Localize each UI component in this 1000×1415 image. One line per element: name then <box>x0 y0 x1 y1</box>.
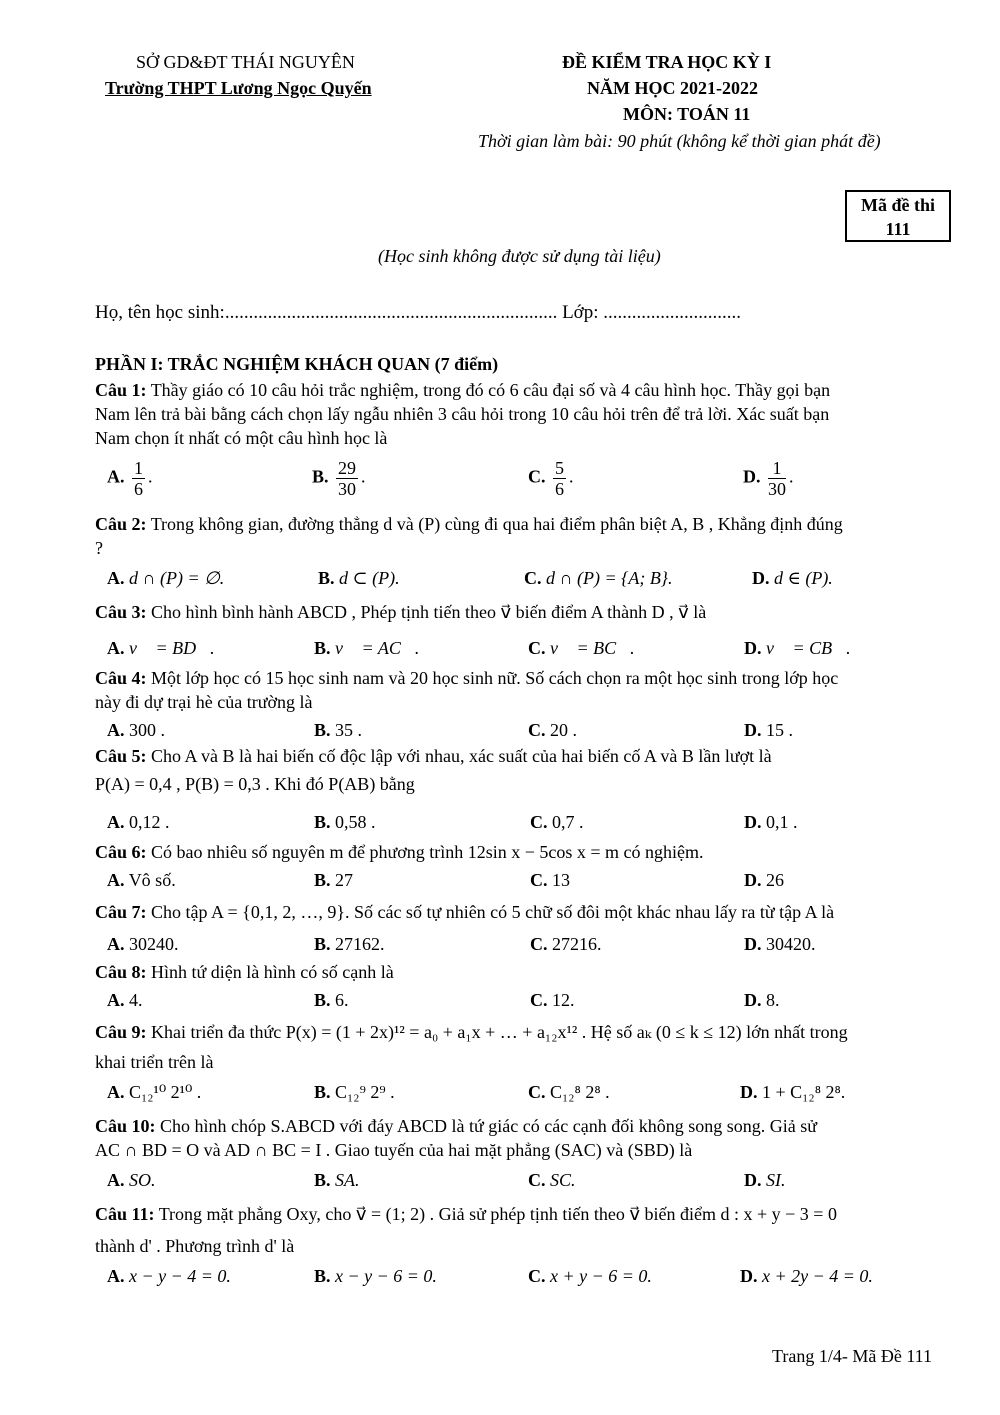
option-label: A. <box>107 638 125 658</box>
option-text: 1 + C₁₂⁸ 2⁸. <box>762 1082 846 1102</box>
question-2 <box>95 512 955 536</box>
option-text: 27162. <box>335 934 385 954</box>
option-label: B. <box>314 1170 331 1190</box>
question-label: Câu 5: <box>95 746 147 766</box>
option-a <box>107 1264 231 1288</box>
option-label: C. <box>528 1266 546 1286</box>
option-d <box>744 718 793 742</box>
option-d <box>744 932 816 956</box>
question-label: Câu 4: <box>95 668 147 688</box>
option-b <box>314 868 353 892</box>
option-label: B. <box>314 1082 331 1102</box>
option-b <box>314 932 385 956</box>
option-d <box>744 636 851 660</box>
option-label: D. <box>744 1170 762 1190</box>
option-label: D. <box>740 1266 758 1286</box>
question-label: Câu 1: <box>95 380 147 400</box>
option-text: 0,12 . <box>129 812 170 832</box>
student-info-line: Họ, tên học sinh:...................................................................... Lớp: ............................. <box>95 302 741 323</box>
option-b <box>318 566 400 590</box>
question-text: Có bao nhiêu số nguyên m để phương trình 12sin x − 5cos x = m có nghiệm. <box>146 842 704 862</box>
question-text: Khai triển đa thức P(x) = (1 + 2x)¹² = a₀ + a₁x + … + a₁₂x¹² . Hệ số aₖ (0 ≤ k ≤ 12) lớn nhất trong <box>146 1022 848 1042</box>
question-11 <box>95 1202 955 1226</box>
option-label: A. <box>107 990 125 1010</box>
denominator: 6 <box>555 479 564 499</box>
section-title: PHẦN I: TRẮC NGHIỆM KHÁCH QUAN (7 điểm) <box>95 354 499 374</box>
option-a <box>107 868 176 892</box>
option-text: 0,7 . <box>552 812 584 832</box>
option-a <box>107 988 143 1012</box>
numerator: 1 <box>768 458 786 479</box>
option-d <box>744 810 798 834</box>
question-text: thành d' . Phương trình d' là <box>95 1236 295 1256</box>
option-label: B. <box>312 466 329 487</box>
option-text: C₁₂⁸ 2⁸ . <box>550 1082 610 1102</box>
question-text: Trong mặt phẳng Oxy, cho v⃗ = (1; 2) . Giả sử phép tịnh tiến theo v⃗ biến điểm d : x + y − 3 = 0 <box>154 1204 837 1224</box>
option-text: SC. <box>550 1170 576 1190</box>
option-label: D. <box>744 720 762 740</box>
option-text: Vô số. <box>128 870 176 890</box>
option-text: 4. <box>129 990 143 1010</box>
option-label: A. <box>107 870 125 890</box>
option-a <box>107 566 224 590</box>
question-label: Câu 3: <box>95 602 147 622</box>
question-text: khai triển trên là <box>95 1052 214 1072</box>
option-label: A. <box>107 466 125 487</box>
question-label: Câu 8: <box>95 962 147 982</box>
option-c <box>530 868 570 892</box>
option-c <box>528 636 635 660</box>
option-a <box>107 932 179 956</box>
option-label: C. <box>530 870 548 890</box>
question-text: Nam lên trả bài bằng cách chọn lấy ngẫu nhiên 3 câu hỏi trong 10 câu hỏi trên để trả lời. Xác suất bạn <box>95 404 830 424</box>
question-text: P(A) = 0,4 , P(B) = 0,3 . Khi đó P(AB) bằng <box>95 774 415 794</box>
question-text: Cho hình bình hành ABCD , Phép tịnh tiến theo v⃗ biến điểm A thành D , v⃗ là <box>146 602 707 622</box>
option-text: d ∩ (P) = ∅. <box>129 568 225 588</box>
option-text: x + y − 6 = 0. <box>550 1266 652 1286</box>
option-c <box>530 932 602 956</box>
option-text: C₁₂¹⁰ 2¹⁰ . <box>129 1082 202 1102</box>
option-label: B. <box>314 1266 331 1286</box>
option-c <box>528 1168 576 1192</box>
option-b <box>314 810 376 834</box>
option-label: B. <box>314 812 331 832</box>
question-text: Hình tứ diện là hình có số cạnh là <box>146 962 394 982</box>
question-text: Trong không gian, đường thẳng d và (P) cùng đi qua hai điểm phân biệt A, B , Khẳng định đúng <box>146 514 843 534</box>
option-label: C. <box>528 638 546 658</box>
question-8 <box>95 960 955 984</box>
option-text: x − y − 6 = 0. <box>335 1266 437 1286</box>
option-text: 12. <box>552 990 575 1010</box>
option-b <box>314 718 362 742</box>
numerator: 5 <box>555 458 564 478</box>
option-d <box>752 566 833 590</box>
option-text: 0,58 . <box>335 812 376 832</box>
option-text: 300 . <box>129 720 165 740</box>
option-label: C. <box>524 568 542 588</box>
option-text: d ∈ (P). <box>774 568 833 588</box>
option-label: B. <box>314 638 331 658</box>
option-label: D. <box>744 638 762 658</box>
denominator: 30 <box>338 479 357 499</box>
subject: MÔN: TOÁN 11 <box>623 104 751 124</box>
exam-code-box <box>845 190 951 242</box>
question-text: ? <box>95 538 103 558</box>
option-text: 35 . <box>335 720 363 740</box>
option-text: 6. <box>335 990 349 1010</box>
option-c: C. $\frac{5}{6}$ . <box>528 458 574 499</box>
option-a: A. $\frac{1}{6}$ . <box>107 458 153 499</box>
question-label: Câu 10: <box>95 1116 156 1136</box>
option-label: D. <box>740 1082 758 1102</box>
option-c <box>530 810 584 834</box>
option-label: D. <box>744 812 762 832</box>
fraction <box>553 458 566 499</box>
option-d <box>744 868 784 892</box>
option-label: A. <box>107 812 125 832</box>
option-label: D. <box>744 934 762 954</box>
fraction <box>768 458 786 499</box>
option-text: 27 <box>335 870 354 890</box>
option-b <box>314 988 349 1012</box>
option-a <box>107 636 215 660</box>
option-b <box>314 1264 437 1288</box>
question-label: Câu 6: <box>95 842 147 862</box>
option-text: C₁₂⁹ 2⁹ . <box>335 1082 395 1102</box>
option-c <box>528 718 577 742</box>
question-text: Nam chọn ít nhất có một câu hình học là <box>95 428 388 448</box>
question-10 <box>95 1114 955 1138</box>
option-label: A. <box>107 720 125 740</box>
denominator: 6 <box>134 479 143 499</box>
question-text: này đi dự trại hè của trường là <box>95 692 313 712</box>
exam-code-value: 111 <box>885 219 911 239</box>
option-d <box>744 988 780 1012</box>
question-text: Một lớp học có 15 học sinh nam và 20 học sinh nữ. Số cách chọn ra một học sinh trong lớp học <box>146 668 839 688</box>
option-label: D. <box>752 568 770 588</box>
option-c <box>524 566 673 590</box>
option-label: C. <box>528 720 546 740</box>
question-label: Câu 9: <box>95 1022 147 1042</box>
question-1 <box>95 378 955 402</box>
option-c <box>530 988 575 1012</box>
fraction <box>132 458 145 499</box>
question-text: Cho A và B là hai biến cố độc lập với nhau, xác suất của hai biến cố A và B lần lượt là <box>146 746 772 766</box>
option-text: x − y − 4 = 0. <box>129 1266 231 1286</box>
school-name: Trường THPT Lương Ngọc Quyến <box>105 78 372 98</box>
option-text: v⃗ = BC⃗. <box>550 638 635 658</box>
option-text: SI. <box>766 1170 786 1190</box>
option-d <box>740 1080 845 1104</box>
school-year: NĂM HỌC 2021-2022 <box>587 78 758 98</box>
question-3 <box>95 600 955 624</box>
option-text: 26 <box>766 870 784 890</box>
question-label: Câu 11: <box>95 1204 155 1224</box>
numerator: 1 <box>134 458 143 478</box>
option-text: x + 2y − 4 = 0. <box>762 1266 873 1286</box>
no-materials-note: (Học sinh không được sử dụng tài liệu) <box>378 246 661 266</box>
option-label: A. <box>107 1266 125 1286</box>
question-9 <box>95 1020 955 1044</box>
option-text: SA. <box>335 1170 360 1190</box>
option-b <box>314 636 419 660</box>
option-label: C. <box>528 466 546 487</box>
option-text: 30240. <box>129 934 179 954</box>
department-name: SỞ GD&ĐT THÁI NGUYÊN <box>136 52 355 72</box>
fraction <box>336 458 358 499</box>
option-text: v⃗ = AC⃗. <box>335 638 420 658</box>
question-label: Câu 2: <box>95 514 147 534</box>
option-b <box>314 1168 360 1192</box>
option-text: d ⊂ (P). <box>339 568 400 588</box>
option-c <box>528 1264 652 1288</box>
question-text: Cho tập A = {0,1, 2, …, 9}. Số các số tự nhiên có 5 chữ số đôi một khác nhau lấy ra từ tập A là <box>146 902 835 922</box>
question-5 <box>95 744 955 768</box>
option-label: D. <box>744 990 762 1010</box>
exam-duration: Thời gian làm bài: 90 phút (không kể thời gian phát đề) <box>478 131 881 151</box>
option-label: B. <box>318 568 335 588</box>
option-label: B. <box>314 934 331 954</box>
numerator: 29 <box>338 458 357 478</box>
page-footer: Trang 1/4- Mã Đề 111 <box>772 1346 932 1366</box>
option-b <box>314 1080 395 1104</box>
option-label: B. <box>314 720 331 740</box>
exam-title: ĐỀ KIỂM TRA HỌC KỲ I <box>562 52 772 72</box>
option-text: 13 <box>552 870 570 890</box>
option-a <box>107 1168 156 1192</box>
option-label: A. <box>107 934 125 954</box>
option-label: A. <box>107 1170 125 1190</box>
option-a <box>107 810 170 834</box>
option-label: A. <box>107 1082 125 1102</box>
option-a <box>107 1080 201 1104</box>
option-c <box>528 1080 610 1104</box>
option-label: C. <box>530 990 548 1010</box>
option-label: D. <box>744 870 762 890</box>
option-text: 15 . <box>766 720 793 740</box>
exam-code-label: Mã đề thi <box>861 195 935 215</box>
question-text: AC ∩ BD = O và AD ∩ BC = I . Giao tuyến của hai mặt phẳng (SAC) và (SBD) là <box>95 1140 693 1160</box>
option-label: C. <box>528 1082 546 1102</box>
option-text: 0,1 . <box>766 812 798 832</box>
option-text: 20 . <box>550 720 577 740</box>
question-6 <box>95 840 955 864</box>
option-text: d ∩ (P) = {A; B}. <box>546 568 673 588</box>
option-text: 27216. <box>552 934 602 954</box>
option-d: D. $\frac{1}{30}$ . <box>743 458 794 499</box>
option-d <box>740 1264 873 1288</box>
option-text: v⃗ = CB⃗. <box>766 638 851 658</box>
option-text: v⃗ = BD⃗. <box>129 638 215 658</box>
option-text: SO. <box>129 1170 156 1190</box>
option-label: D. <box>743 466 761 487</box>
option-label: C. <box>528 1170 546 1190</box>
option-label: A. <box>107 568 125 588</box>
question-label: Câu 7: <box>95 902 147 922</box>
question-text: Cho hình chóp S.ABCD với đáy ABCD là tứ giác có các cạnh đối không song song. Giả sử <box>155 1116 817 1136</box>
option-b: B. $\frac{29}{30}$ . <box>312 458 366 499</box>
option-label: B. <box>314 990 331 1010</box>
option-label: B. <box>314 870 331 890</box>
option-label: C. <box>530 812 548 832</box>
question-4 <box>95 666 955 690</box>
option-label: C. <box>530 934 548 954</box>
option-text: 8. <box>766 990 780 1010</box>
question-7 <box>95 900 955 924</box>
denominator: 30 <box>768 479 786 499</box>
option-a <box>107 718 165 742</box>
option-text: 30420. <box>766 934 816 954</box>
option-d <box>744 1168 786 1192</box>
question-text: Thầy giáo có 10 câu hỏi trắc nghiệm, trong đó có 6 câu đại số và 4 câu hình học. Thầy gọi bạn <box>146 380 831 400</box>
